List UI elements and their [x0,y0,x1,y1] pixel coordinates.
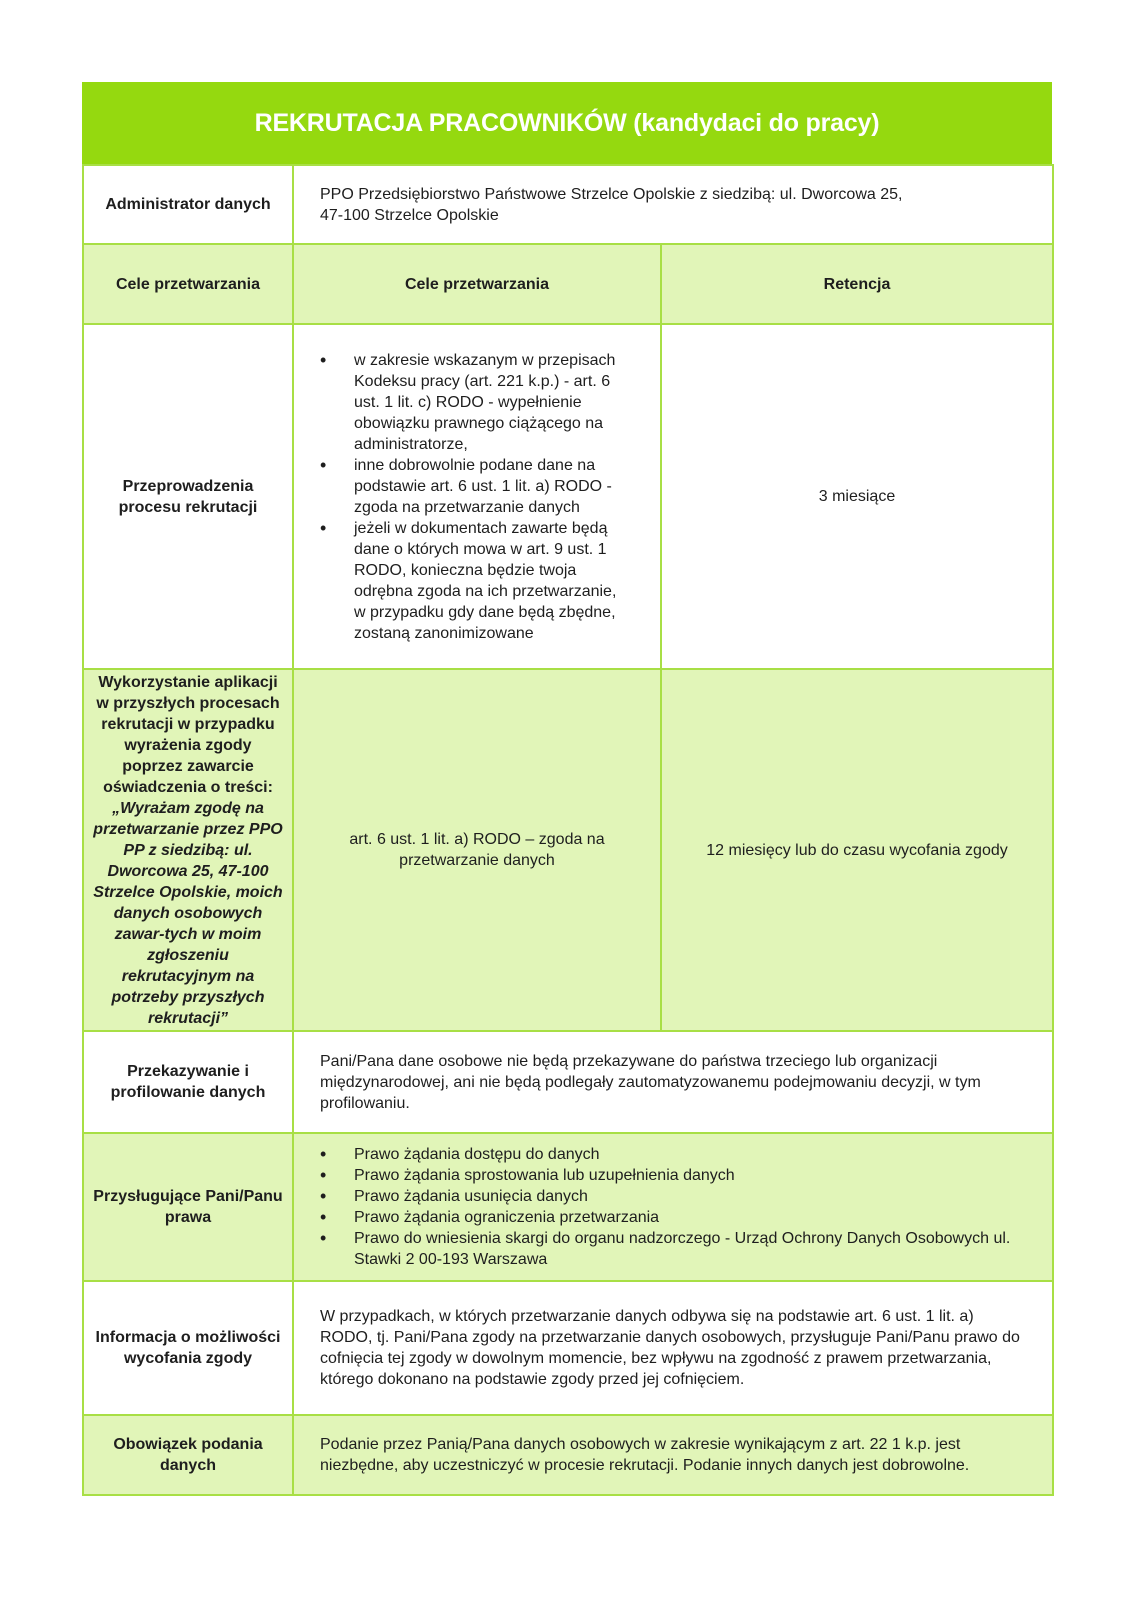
list-item: • Prawo żądania usunięcia danych [320,1186,1028,1207]
header-cel-2: Cele przetwarzania [293,244,661,324]
row-rights [83,1133,1053,1281]
row-withdraw [83,1281,1053,1415]
list-item: • jeżeli w dokumentach zawarte będą dane o których mowa w art. 9 ust. 1 RODO, konieczna będzie twoja odrębna zgoda na ich przetwarzanie, w przypadku gdy dane będą zbędne, zostaną zanonimizowane [320,518,630,644]
row-future-recruitment [83,669,1053,1031]
withdraw-label: Informacja o możliwości wycofania zgody [83,1281,293,1415]
list-item: • Prawo żądania sprostowania lub uzupełnienia danych [320,1165,1028,1186]
rights-list-cell [293,1133,1053,1281]
recruitment-retention: 3 miesiące [661,324,1053,669]
list-item: • inne dobrowolnie podane dane na podstawie art. 6 ust. 1 lit. a) RODO - zgoda na przetwarzanie danych [320,455,630,518]
row-transfer [83,1031,1053,1133]
row-obligation [83,1415,1053,1495]
future-label [83,669,293,1031]
header-retencja: Retencja [661,244,1053,324]
list-item: • w zakresie wskazanym w przepisach Kodeksu pracy (art. 221 k.p.) - art. 6 ust. 1 lit. c) RODO - wypełnienie obowiązku prawnego ciążącego na administratorze, [320,350,630,455]
info-table [82,164,1054,1496]
administrator-value [293,165,1053,244]
recruitment-label: Przeprowadzenia procesu rekrutacji [83,324,293,669]
row-administrator [83,165,1053,244]
row-column-headers [83,244,1053,324]
page-title: REKRUTACJA PRACOWNIKÓW (kandydaci do pracy) [82,82,1052,164]
withdraw-text: W przypadkach, w których przetwarzanie danych odbywa się na podstawie art. 6 ust. 1 lit. a) RODO, tj. Pani/Pana zgody na przetwarzanie danych osobowych, przysługuje Pani/Panu prawo do cofnięcia tej zgody w dowolnym momencie, bez wpływu na zgodność z prawem przetwarzania, którego dokonano na podstawie zgody przed jej cofnięciem. [293,1281,1053,1415]
future-label-lead: Wykorzystanie aplikacji w przyszłych procesach rekrutacji w przypadku wyrażenia zgody poprzez zawarcie oświadczenia o treści: [96,673,280,796]
transfer-text: Pani/Pana dane osobowe nie będą przekazywane do państwa trzeciego lub organizacji międzynarodowej, ani nie będą podlegały zautomatyzowanemu podejmowaniu decyzji, w tym profilowaniu. [293,1031,1053,1133]
list-item: • Prawo żądania ograniczenia przetwarzania [320,1207,1028,1228]
transfer-label: Przekazywanie i profilowanie danych [83,1031,293,1133]
future-basis: art. 6 ust. 1 lit. a) RODO – zgoda na przetwarzanie danych [293,669,661,1031]
document [82,82,1052,1496]
recruitment-bullet-list [320,350,630,644]
obligation-label: Obowiązek podania danych [83,1415,293,1495]
list-item: • Prawo żądania dostępu do danych [320,1144,1028,1165]
future-retention: 12 miesięcy lub do czasu wycofania zgody [661,669,1053,1031]
header-cel-1: Cele przetwarzania [83,244,293,324]
obligation-text: Podanie przez Panią/Pana danych osobowych w zakresie wynikającym z art. 22 1 k.p. jest niezbędne, aby uczestniczyć w procesie rekrutacji. Podanie innych danych jest dobrowolne. [293,1415,1053,1495]
administrator-line-1: PPO Przedsiębiorstwo Państwowe Strzelce Opolskie z siedzibą: ul. Dworcowa 25, [320,185,903,203]
row-recruitment [83,324,1053,669]
rights-bullet-list [320,1144,1028,1270]
recruitment-purposes [293,324,661,669]
administrator-line-2: 47-100 Strzelce Opolskie [320,206,499,224]
list-item: • Prawo do wniesienia skargi do organu nadzorczego - Urząd Ochrony Danych Osobowych ul. Stawki 2 00-193 Warszawa [320,1228,1028,1270]
future-label-quote: „Wyrażam zgodę na przetwarzanie przez PPO PP z siedzibą: ul. Dworcowa 25, 47-100 Strzelce Opolskie, moich danych osobowych zawar-tych w moim zgłoszeniu rekrutacyjnym na potrzeby przyszłych rekrutacji” [93,799,283,1027]
rights-label: Przysługujące Pani/Panu prawa [83,1133,293,1281]
administrator-label: Administrator danych [83,165,293,244]
